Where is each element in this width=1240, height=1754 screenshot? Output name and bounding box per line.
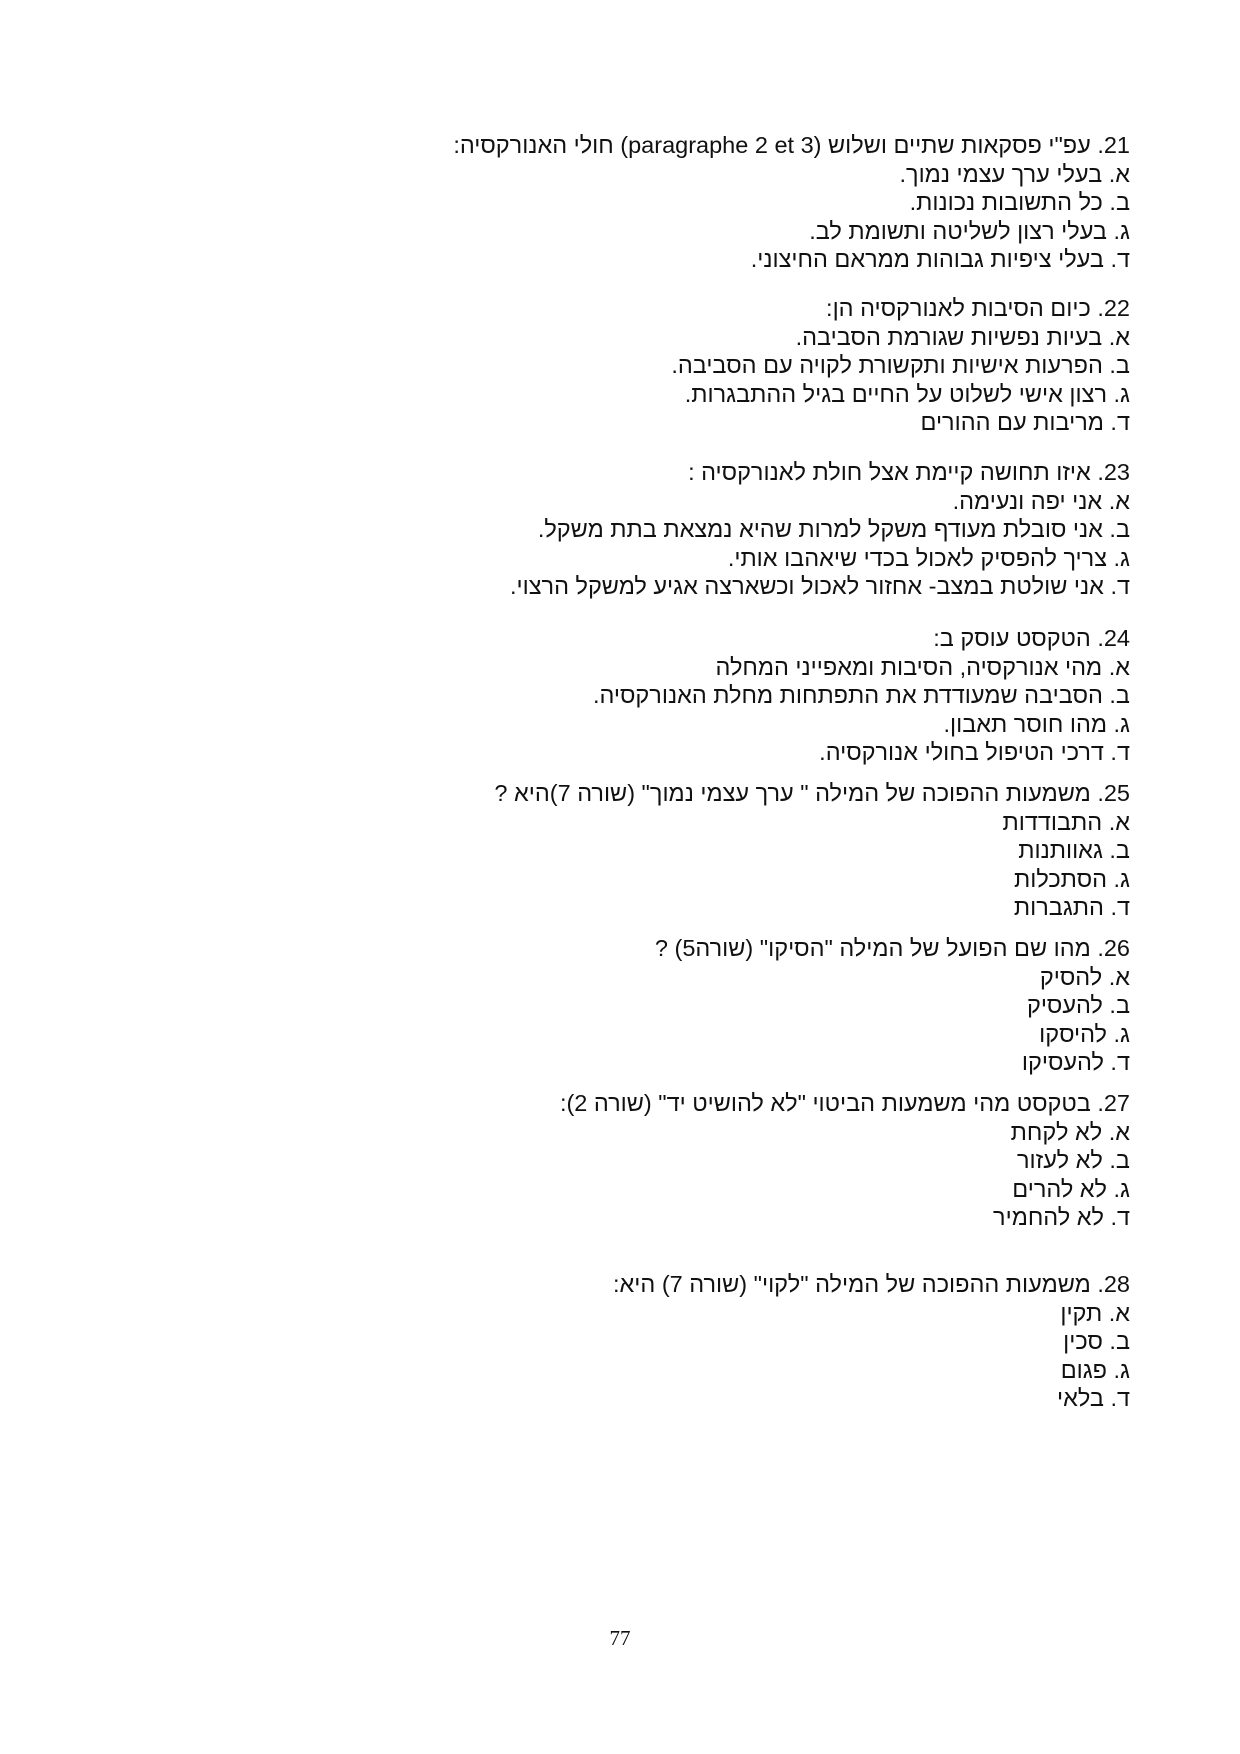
question-stem: 28. משמעות ההפוכה של המילה "לקוי" (שורה 7) היא: — [613, 1271, 1130, 1297]
question-28 — [370, 1270, 1130, 1413]
answer-option: ד. התגברות — [1013, 894, 1130, 920]
answer-option: ג. רצון אישי לשלוט על החיים בגיל ההתבגרות. — [684, 380, 1130, 407]
answer-option: א. לא לקחת — [1010, 1118, 1130, 1145]
answer-option: ד. מריבות עם ההורים — [920, 409, 1130, 435]
question-stem: 27. בטקסט מהי משמעות הביטוי "לא להושיט יד" (שורה 2): — [559, 1090, 1130, 1116]
question-26 — [370, 934, 1130, 1077]
question-24 — [370, 624, 1130, 767]
answer-option: ב. להעסיק — [1026, 992, 1130, 1018]
answer-option: ד. לא להחמיר — [993, 1204, 1130, 1230]
answer-option: ג. צריך להפסיק לאכול בכדי שיאהבו אותי. — [727, 544, 1130, 571]
answer-option: ד. אני שולטת במצב- אחזור לאכול וכשארצה אגיע למשקל הרצוי. — [509, 573, 1130, 599]
answer-option: ג. בעלי רצון לשליטה ותשומת לב. — [809, 217, 1130, 244]
answer-option: א. תקין — [1060, 1299, 1130, 1326]
answer-option: ב. הסביבה שמעודדת את התפתחות מחלת האנורקסיה. — [592, 682, 1130, 708]
answer-option: ד. דרכי הטיפול בחולי אנורקסיה. — [819, 739, 1130, 765]
answer-option: ב. גאוותנות — [1018, 837, 1130, 863]
answer-option: ב. אני סובלת מעודף משקל למרות שהיא נמצאת בתת משקל. — [537, 516, 1130, 542]
question-25 — [370, 779, 1130, 922]
answer-option: א. התבודדות — [1002, 808, 1130, 835]
answer-option: ב. הפרעות אישיות ותקשורת לקויה עם הסביבה. — [671, 352, 1130, 378]
answer-option: א. מהי אנורקסיה, הסיבות ומאפייני המחלה — [715, 653, 1130, 680]
answer-option: ג. מהו חוסר תאבון. — [943, 710, 1130, 737]
answer-option: א. בעיות נפשיות שגורמת הסביבה. — [795, 323, 1130, 350]
question-27 — [370, 1089, 1130, 1232]
question-stem: 21. עפ"י פסקאות שתיים ושלוש (paragraphe 2 et 3) חולי האנורקסיה: — [453, 132, 1130, 158]
answer-option: ג. פגום — [1060, 1356, 1130, 1383]
question-22 — [370, 294, 1130, 437]
answer-option: ד. בעלי ציפיות גבוהות ממראם החיצוני. — [750, 246, 1130, 272]
answer-option: ב. סכין — [1063, 1328, 1130, 1354]
question-stem: 22. כיום הסיבות לאנורקסיה הן: — [826, 295, 1130, 321]
answer-option: ד. בלאי — [1057, 1385, 1130, 1411]
answer-option: ב. לא לעזור — [1016, 1147, 1130, 1173]
page-number: 77 — [609, 1626, 631, 1650]
question-stem: 25. משמעות ההפוכה של המילה " ערך עצמי נמוך" (שורה 7)היא ? — [494, 780, 1130, 806]
question-stem: 24. הטקסט עוסק ב: — [933, 625, 1130, 651]
question-stem: 26. מהו שם הפועל של המילה "הסיקו" (שורה5) ? — [654, 935, 1130, 961]
question-23 — [370, 458, 1130, 601]
question-stem: 23. איזו תחושה קיימת אצל חולת לאנורקסיה : — [688, 459, 1130, 485]
answer-option: ג. להיסקו — [1039, 1020, 1130, 1047]
answer-option: א. להסיק — [1039, 963, 1130, 990]
answer-option: ב. כל התשובות נכונות. — [909, 189, 1130, 215]
answer-option: ג. לא להרים — [1012, 1175, 1130, 1202]
question-21 — [370, 131, 1130, 274]
answer-option: א. אני יפה ונעימה. — [952, 487, 1130, 514]
answer-option: א. בעלי ערך עצמי נמוך. — [899, 160, 1130, 187]
answer-option: ד. להעסיקו — [1021, 1049, 1130, 1075]
answer-option: ג. הסתכלות — [1014, 865, 1130, 892]
